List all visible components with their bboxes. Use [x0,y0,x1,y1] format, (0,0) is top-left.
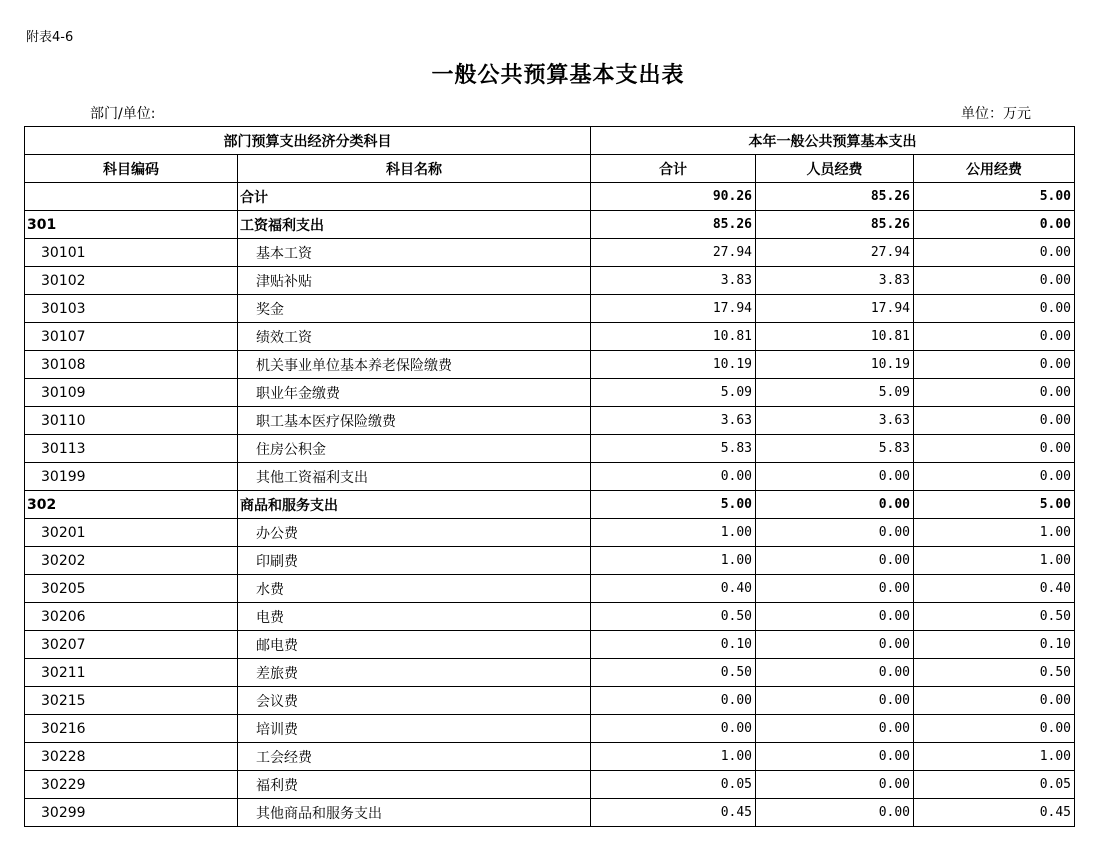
cell-name: 差旅费 [238,659,591,687]
cell-code: 30199 [25,463,238,491]
cell-public: 0.00 [914,463,1075,491]
cell-public: 0.00 [914,715,1075,743]
group-header-row [25,127,1075,155]
cell-public: 0.00 [914,239,1075,267]
cell-code: 30202 [25,547,238,575]
cell-total: 0.00 [591,715,756,743]
column-header-total: 合计 [591,155,756,183]
cell-code: 30215 [25,687,238,715]
page-title: 一般公共预算基本支出表 [431,62,685,88]
expenditure-table [24,126,1075,827]
table-row [25,211,1075,239]
cell-name: 电费 [238,603,591,631]
unit-label: 单位：万元 [961,106,1031,122]
cell-name: 福利费 [238,771,591,799]
cell-code: 30103 [25,295,238,323]
column-header-public: 公用经费 [914,155,1075,183]
cell-personnel: 85.26 [756,183,914,211]
cell-public: 0.05 [914,771,1075,799]
cell-personnel: 0.00 [756,463,914,491]
cell-personnel: 0.00 [756,715,914,743]
cell-public: 0.00 [914,379,1075,407]
cell-total: 0.40 [591,575,756,603]
table-row [25,687,1075,715]
cell-name: 机关事业单位基本养老保险缴费 [238,351,591,379]
cell-name: 奖金 [238,295,591,323]
cell-name: 津贴补贴 [238,267,591,295]
group-header-classification: 部门预算支出经济分类科目 [25,127,591,155]
cell-total: 17.94 [591,295,756,323]
cell-public: 1.00 [914,743,1075,771]
cell-public: 0.50 [914,659,1075,687]
table-row [25,715,1075,743]
cell-total: 1.00 [591,547,756,575]
table-row [25,519,1075,547]
cell-total: 5.83 [591,435,756,463]
cell-total: 5.09 [591,379,756,407]
cell-public: 0.45 [914,799,1075,827]
table-row [25,295,1075,323]
table-row [25,799,1075,827]
cell-public: 5.00 [914,183,1075,211]
cell-name: 培训费 [238,715,591,743]
cell-public: 0.00 [914,211,1075,239]
cell-personnel: 0.00 [756,603,914,631]
cell-total: 3.63 [591,407,756,435]
cell-personnel: 85.26 [756,211,914,239]
table-row [25,435,1075,463]
cell-public: 0.00 [914,687,1075,715]
table-row [25,379,1075,407]
cell-total: 90.26 [591,183,756,211]
cell-personnel: 10.19 [756,351,914,379]
cell-name: 商品和服务支出 [238,491,591,519]
cell-total: 5.00 [591,491,756,519]
cell-code [25,183,238,211]
cell-code: 30206 [25,603,238,631]
cell-personnel: 10.81 [756,323,914,351]
table-row [25,407,1075,435]
cell-name: 住房公积金 [238,435,591,463]
cell-code: 30228 [25,743,238,771]
cell-total: 0.10 [591,631,756,659]
cell-code: 30109 [25,379,238,407]
cell-personnel: 3.83 [756,267,914,295]
column-header-row [25,155,1075,183]
cell-public: 0.00 [914,435,1075,463]
group-header-expenditure: 本年一般公共预算基本支出 [591,127,1075,155]
cell-public: 0.00 [914,295,1075,323]
column-header-personnel: 人员经费 [756,155,914,183]
cell-total: 0.05 [591,771,756,799]
cell-name: 职业年金缴费 [238,379,591,407]
cell-total: 0.00 [591,687,756,715]
department-label: 部门/单位: [90,106,156,122]
cell-personnel: 0.00 [756,491,914,519]
table-row [25,575,1075,603]
cell-code: 30101 [25,239,238,267]
cell-code: 30108 [25,351,238,379]
cell-total: 1.00 [591,743,756,771]
cell-public: 0.50 [914,603,1075,631]
column-header-code: 科目编码 [25,155,238,183]
table-row [25,239,1075,267]
cell-code: 30299 [25,799,238,827]
cell-code: 30216 [25,715,238,743]
cell-name: 合计 [238,183,591,211]
cell-personnel: 0.00 [756,547,914,575]
cell-code: 301 [25,211,238,239]
cell-name: 绩效工资 [238,323,591,351]
cell-total: 1.00 [591,519,756,547]
table-row [25,183,1075,211]
cell-total: 10.19 [591,351,756,379]
table-row [25,323,1075,351]
cell-public: 1.00 [914,519,1075,547]
cell-personnel: 0.00 [756,659,914,687]
table-row [25,351,1075,379]
cell-public: 1.00 [914,547,1075,575]
cell-public: 5.00 [914,491,1075,519]
cell-code: 302 [25,491,238,519]
cell-personnel: 17.94 [756,295,914,323]
annex-label: 附表4-6 [26,30,74,45]
cell-code: 30205 [25,575,238,603]
cell-personnel: 27.94 [756,239,914,267]
cell-code: 30207 [25,631,238,659]
cell-personnel: 0.00 [756,575,914,603]
table-row [25,267,1075,295]
cell-personnel: 5.83 [756,435,914,463]
cell-code: 30201 [25,519,238,547]
cell-public: 0.00 [914,323,1075,351]
cell-name: 印刷费 [238,547,591,575]
table-row [25,547,1075,575]
cell-name: 其他工资福利支出 [238,463,591,491]
cell-name: 工会经费 [238,743,591,771]
table-row [25,491,1075,519]
cell-personnel: 0.00 [756,771,914,799]
table-row [25,463,1075,491]
cell-name: 邮电费 [238,631,591,659]
cell-total: 85.26 [591,211,756,239]
cell-code: 30110 [25,407,238,435]
column-header-name: 科目名称 [238,155,591,183]
cell-code: 30113 [25,435,238,463]
table-row [25,631,1075,659]
cell-code: 30211 [25,659,238,687]
cell-personnel: 3.63 [756,407,914,435]
cell-total: 0.50 [591,603,756,631]
table-row [25,743,1075,771]
cell-total: 27.94 [591,239,756,267]
cell-personnel: 0.00 [756,631,914,659]
cell-total: 0.00 [591,463,756,491]
cell-name: 基本工资 [238,239,591,267]
cell-personnel: 0.00 [756,799,914,827]
cell-public: 0.00 [914,267,1075,295]
table-body [25,183,1075,827]
cell-name: 职工基本医疗保险缴费 [238,407,591,435]
cell-public: 0.00 [914,351,1075,379]
cell-name: 其他商品和服务支出 [238,799,591,827]
table-row [25,659,1075,687]
cell-public: 0.10 [914,631,1075,659]
table-row [25,603,1075,631]
cell-total: 0.50 [591,659,756,687]
cell-personnel: 0.00 [756,743,914,771]
cell-code: 30229 [25,771,238,799]
cell-code: 30102 [25,267,238,295]
cell-personnel: 0.00 [756,519,914,547]
cell-total: 3.83 [591,267,756,295]
cell-public: 0.00 [914,407,1075,435]
table-row [25,771,1075,799]
cell-name: 工资福利支出 [238,211,591,239]
cell-code: 30107 [25,323,238,351]
cell-personnel: 5.09 [756,379,914,407]
cell-personnel: 0.00 [756,687,914,715]
cell-total: 0.45 [591,799,756,827]
cell-total: 10.81 [591,323,756,351]
cell-name: 办公费 [238,519,591,547]
cell-name: 会议费 [238,687,591,715]
cell-public: 0.40 [914,575,1075,603]
cell-name: 水费 [238,575,591,603]
